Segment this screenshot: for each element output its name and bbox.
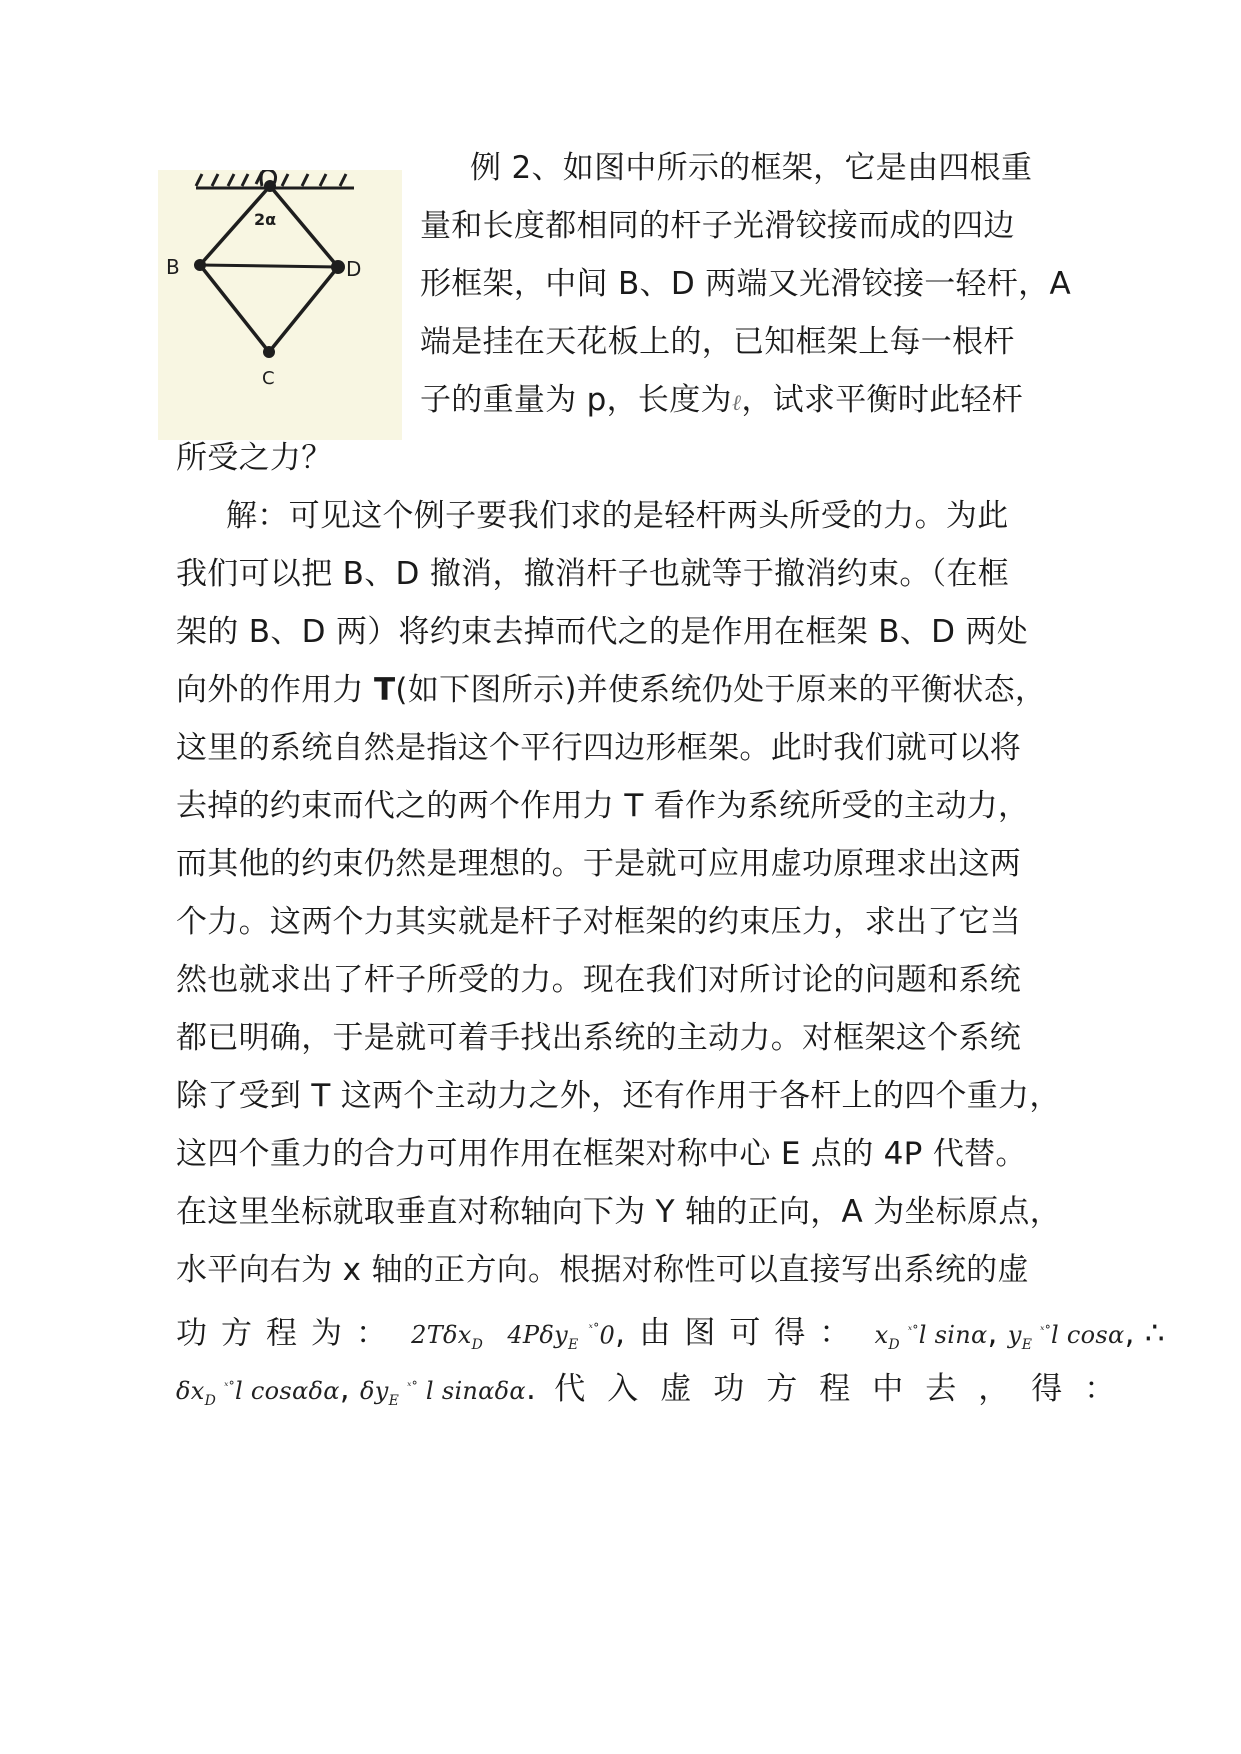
rhombus-frame-figure: [158, 170, 402, 440]
ell-symbol: ℓ: [731, 391, 742, 416]
solution-line-2: 我们可以把 B、D 撤消，撤消杆子也就等于撤消约束。（在框: [176, 556, 1010, 592]
joint-B: [194, 259, 206, 271]
solution-line-10: 都已明确，于是就可着手找出系统的主动力。对框架这个系统: [176, 1020, 1022, 1056]
solution-line-14: 水平向右为 x 轴的正方向。根据对称性可以直接写出系统的虚: [176, 1252, 1029, 1288]
joint-C: [263, 346, 275, 358]
angle-label: 2α: [254, 210, 277, 229]
solution-line-1: 解：可见这个例子要我们求的是轻杆两头所受的力。为此: [226, 498, 1009, 534]
yE-expression: $y_E$ $^{ˣ^\circ}$l cosα: [1007, 1321, 1125, 1354]
text-line-2: 量和长度都相同的杆子光滑铰接而成的四边: [420, 208, 1015, 244]
delta-xD-expression: $\delta x_D$ $^{ˣ^\circ}$l cosαδα: [176, 1377, 340, 1409]
force-T-bold: T: [373, 672, 396, 708]
label-C: C: [262, 368, 275, 389]
bar-DC: [269, 267, 338, 352]
solution-line-3: 架的 B、D 两）将约束去掉而代之的是作用在框架 B、D 两处: [176, 614, 1028, 650]
delta-yE-expression: $\delta y_E$ $^{ˣ^\circ}$ l sinαδα: [360, 1377, 526, 1409]
solution-line-13: 在这里坐标就取垂直对称轴向下为 Y 轴的正向，A 为坐标原点，: [176, 1194, 1062, 1230]
label-D: D: [346, 257, 362, 281]
solution-line-9: 然也就求出了杆子所受的力。现在我们对所讨论的问题和系统: [176, 962, 1022, 998]
term-2T-dxD: 2Tδx$_D$: [411, 1321, 484, 1354]
variation-equation-line: $\delta x_D$ $^{ˣ^\circ}$l cosαδα, $\delta y_E$ $^{ˣ^\circ}$ l sinαδα. 代入虚功方程中去，得：: [176, 1371, 1138, 1409]
text-line-3: 形框架，中间 B、D 两端又光滑铰接一轻杆，A: [420, 266, 1071, 302]
frame-diagram: [158, 170, 402, 440]
solution-line-5: 这里的系统自然是指这个平行四边形框架。此时我们就可以将: [176, 730, 1022, 766]
text-line-4: 端是挂在天花板上的，已知框架上每一根杆: [420, 324, 1015, 360]
label-B: B: [166, 255, 180, 279]
solution-line-8: 个力。这两个力其实就是杆子对框架的约束压力，求出了它当: [176, 904, 1022, 940]
joint-A: [264, 180, 276, 192]
bar-AD: [270, 186, 338, 267]
joint-D: [331, 260, 345, 274]
solution-line-4: 向外的作用力 T(如下图所示)并使系统仍处于原来的平衡状态，: [176, 672, 1047, 708]
text-line-1: 例 2、如图中所示的框架，它是由四根重: [470, 150, 1033, 186]
solution-line-12: 这四个重力的合力可用作用在框架对称中心 E 点的 4P 代替。: [176, 1136, 1027, 1172]
term-4P-dyE: 4Pδy$_E$: [507, 1321, 579, 1354]
xD-expression: $x_D$ $^{ˣ^\circ}$l sinα: [874, 1321, 988, 1354]
solution-line-6: 去掉的约束而代之的两个作用力 T 看作为系统所受的主动力，: [176, 788, 1030, 824]
text-line-5: 子的重量为 p，长度为ℓ，试求平衡时此轻杆: [420, 382, 1024, 418]
solution-line-7: 而其他的约束仍然是理想的。于是就可应用虚功原理求出这两: [176, 846, 1022, 882]
virtual-work-equation-line: 功方程为： 2Tδx$_D$ 4Pδy$_E$ $^{ˣ^\circ}$0, 由图可得： $x_D$ $^{ˣ^\circ}$l sinα, $y_E$ $^{ˣ^\circ}$l cosα, ∴: [176, 1315, 1165, 1354]
text-line-6: 所受之力？: [176, 440, 333, 476]
light-rod-BD: [200, 265, 338, 267]
bar-BC: [200, 265, 269, 352]
solution-line-11: 除了受到 T 这两个主动力之外，还有作用于各杆上的四个重力，: [176, 1078, 1061, 1114]
